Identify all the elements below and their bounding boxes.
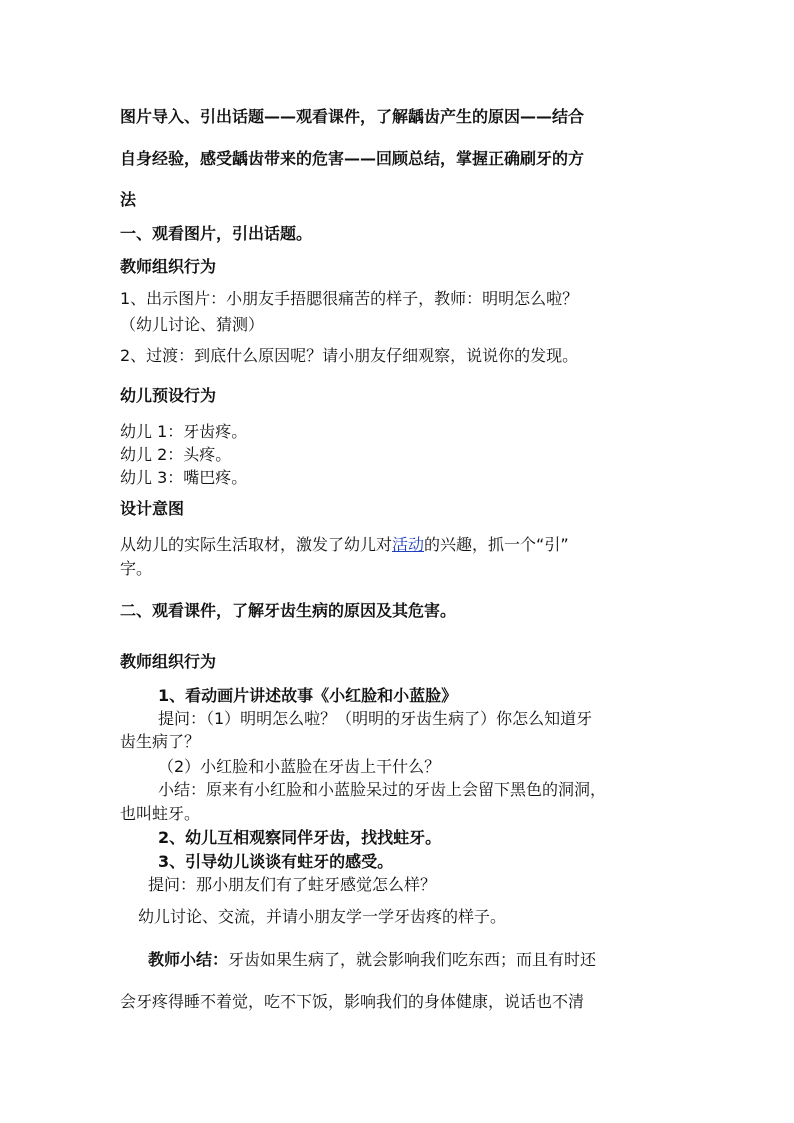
design-intent-pre: 从幼儿的实际生活取材，激发了幼儿对: [120, 535, 393, 554]
intro-line-1: 图片导入、引出话题——观看课件，了解龋齿产生的原因——结合: [120, 107, 585, 126]
teacher-summary-cont: 会牙疼得睡不着觉，吃不下饭，影响我们的身体健康，说话也不清: [120, 992, 585, 1011]
step-3: 3、引导幼儿谈谈有蛀牙的感受。: [158, 852, 394, 871]
section-1-item-1: 1、出示图片：小朋友手捂腮很痛苦的样子，教师：明明怎么啦？: [120, 289, 579, 308]
section-1-teacher-label: 教师组织行为: [120, 257, 217, 276]
child-answer-2: 幼儿 2：头疼。: [120, 445, 232, 464]
design-intent-post: 的兴趣，抓一个“引”: [424, 535, 569, 554]
section-1-heading: 一、观看图片，引出话题。: [120, 224, 313, 243]
section-2-teacher-label: 教师组织行为: [120, 652, 217, 671]
design-intent-text: [120, 534, 569, 556]
design-intent-cont: 字。: [120, 559, 153, 578]
question-1-cont: 齿生病了？: [120, 732, 201, 751]
section-2-heading: 二、观看课件，了解牙齿生病的原因及其危害。: [120, 601, 457, 620]
teacher-summary-text: 牙齿如果生病了，就会影响我们吃东西；而且有时还: [228, 950, 597, 969]
teacher-summary: [148, 949, 596, 971]
summary: 小结：原来有小红脸和小蓝脸呆过的牙齿上会留下黑色的洞洞，: [158, 780, 607, 799]
section-1-item-1-cont: （幼儿讨论、猜测）: [120, 315, 265, 334]
intro-line-3: 法: [120, 190, 137, 209]
question-2: （2）小红脸和小蓝脸在牙齿上干什么？: [158, 757, 441, 776]
step-2: 2、幼儿互相观察同伴牙齿，找找蛀牙。: [158, 828, 442, 847]
section-1-item-2: 2、过渡：到底什么原因呢？请小朋友仔细观察，说说你的发现。: [120, 346, 579, 365]
design-intent-label: 设计意图: [120, 499, 185, 518]
activity-link[interactable]: 活动: [392, 535, 425, 554]
child-behavior-label: 幼儿预设行为: [120, 386, 217, 405]
child-answer-1: 幼儿 1：牙齿疼。: [120, 422, 248, 441]
summary-cont: 也叫蛀牙。: [120, 804, 201, 823]
question-3: 提问：那小朋友们有了蛀牙感觉怎么样？: [148, 875, 437, 894]
teacher-summary-label: 教师小结：: [148, 950, 229, 969]
question-1: 提问：（1）明明怎么啦？（明明的牙齿生病了）你怎么知道牙: [158, 709, 593, 728]
discussion: 幼儿讨论、交流，并请小朋友学一学牙齿疼的样子。: [138, 907, 507, 926]
intro-line-2: 自身经验，感受龋齿带来的危害——回顾总结，掌握正确刷牙的方: [120, 149, 585, 168]
step-1: 1、看动画片讲述故事《小红脸和小蓝脸》: [158, 686, 458, 705]
child-answer-3: 幼儿 3：嘴巴疼。: [120, 468, 248, 487]
